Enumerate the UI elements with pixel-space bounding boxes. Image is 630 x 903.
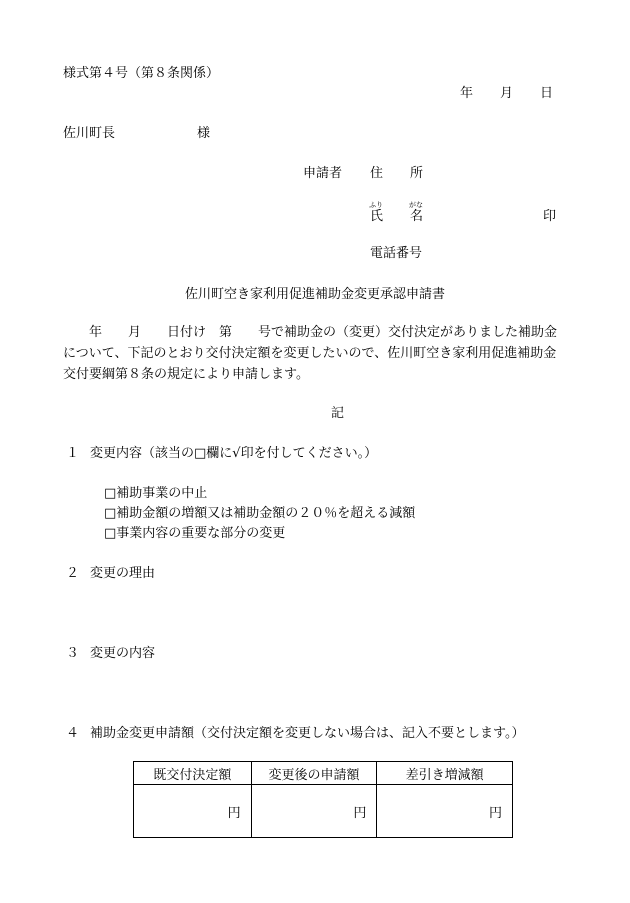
date-day-label: 日 [540,86,554,101]
yen-unit: 円 [227,805,241,821]
name-ruby-1: ふり [369,201,383,209]
seal-mark: 印 [543,209,557,224]
section-2-number: ２ [66,566,80,581]
section-1-label: 変更内容（該当の□欄に√印を付してください。） [90,446,378,461]
name-ruby-2: がな [409,201,423,209]
name-label-1: 氏 [370,209,384,224]
checkbox-option-amount-change[interactable]: □補助金額の増額又は補助金額の２０％を超える減額 [104,506,416,521]
body-line: について、下記のとおり交付決定額を変更したいので、佐川町空き家利用促進補助金 [63,346,557,361]
section-3-label: 変更の内容 [90,646,156,661]
checkbox-option-content-change[interactable]: □事業内容の重要な部分の変更 [104,526,286,541]
body-paragraph [63,322,573,385]
checkbox-option-discontinue[interactable]: □補助事業の中止 [104,486,208,501]
section-3-number: ３ [66,646,80,661]
ki-heading: 記 [331,406,345,421]
address-label-1: 住 [370,166,384,181]
form-number: 様式第４号（第８条関係） [63,66,220,81]
applicant-label: 申請者 [303,166,343,181]
yen-unit: 円 [353,805,367,821]
cell-difference-amount[interactable] [377,785,513,838]
name-label-2: 名 [410,209,424,224]
section-1-number: １ [66,446,80,461]
cell-existing-amount[interactable] [134,785,252,838]
cell-requested-amount[interactable] [251,785,377,838]
section-4-number: ４ [66,726,80,741]
header-requested-amount: 変更後の申請額 [251,762,377,785]
date-year-label: 年 [460,86,474,101]
header-difference-amount: 差引き増減額 [377,762,513,785]
date-month-label: 月 [500,86,514,101]
table-row [134,785,513,838]
address-label-2: 所 [410,166,424,181]
document-title: 佐川町空き家利用促進補助金変更承認申請書 [184,287,445,302]
addressee-honorific: 様 [197,126,211,141]
section-4-label: 補助金変更申請額（交付決定額を変更しない場合は、記入不要とします。） [90,726,525,741]
phone-label: 電話番号 [370,246,423,261]
section-2-label: 変更の理由 [90,566,156,581]
body-line: 年 月 日付け 第 号で補助金の（変更）交付決定がありました補助金 [63,325,558,340]
yen-unit: 円 [488,805,502,821]
header-existing-amount: 既交付決定額 [134,762,252,785]
table-header-row [134,762,513,785]
addressee-name: 佐川町長 [63,126,116,141]
amount-table [133,761,513,838]
body-line: 交付要綱第８条の規定により申請します。 [63,367,309,382]
